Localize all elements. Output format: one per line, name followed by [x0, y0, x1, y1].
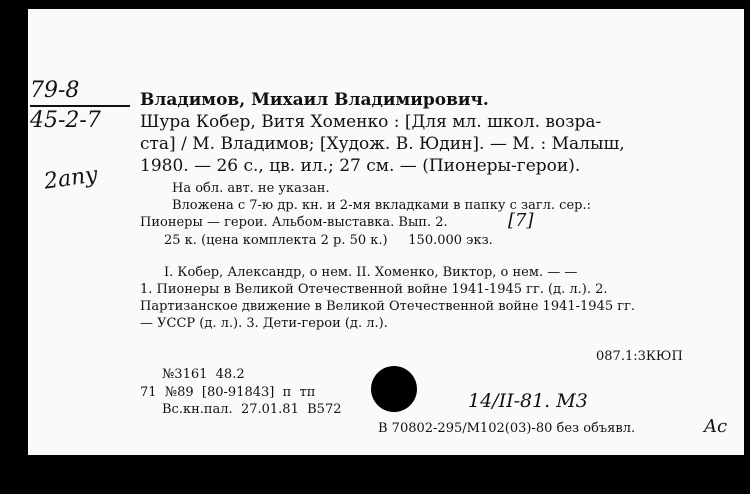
handwritten-shelf-bottom: 45-2-7: [30, 108, 101, 133]
author-heading: Владимов, Михаил Владимирович.: [140, 90, 489, 110]
subjects-line-1: I. Кобер, Александр, о нем. II. Хоменко, Виктор, о нем. — —: [164, 265, 578, 280]
footer-line-1: №3161 48.2: [162, 367, 245, 382]
classification-code: 087.1:3КЮП: [596, 349, 683, 364]
handwritten-shelf-top: 79-8: [30, 78, 80, 103]
footer-line-2: 71 №89 [80-91843] п тп: [140, 385, 316, 400]
note-enclosure-line-2: Пионеры — герои. Альбом-выставка. Вып. 2.: [140, 215, 448, 230]
title-line-1: Шура Кобер, Витя Хоменко : [Для мл. школ. возра-: [140, 112, 602, 132]
subjects-line-4: — УССР (д. л.). 3. Дети-герои (д. л.).: [140, 316, 388, 331]
subjects-line-3: Партизанское движение в Великой Отечественной войне 1941-1945 гг.: [140, 299, 636, 314]
note-author: На обл. авт. не указан.: [172, 181, 330, 196]
punch-hole: [371, 366, 417, 412]
note-enclosure-line-1: Вложена с 7-ю др. кн. и 2-мя вкладками в папку с загл. сер.:: [172, 198, 591, 213]
handwritten-corner-mark: Ac: [704, 416, 728, 437]
title-line-2: ста] / М. Владимов; [Худож. В. Юдин]. — М. : Малыш,: [140, 134, 625, 154]
subjects-line-2: 1. Пионеры в Великой Отечественной войне 1941-1945 гг. (д. л.). 2.: [140, 282, 608, 297]
handwritten-date-mark: 14/II-81. M3: [468, 390, 588, 412]
handwritten-divider: [30, 105, 130, 107]
price-line: 25 к. (цена комплекта 2 р. 50 к.) 150.000 экз.: [164, 233, 493, 248]
title-line-3: 1980. — 26 с., цв. ил.; 27 см. — (Пионеры-герои).: [140, 156, 581, 176]
handwritten-note-left: 2any: [42, 162, 100, 195]
handwritten-bracket-mark: [7]: [508, 210, 534, 231]
footer-line-3: Вс.кн.пал. 27.01.81 В572: [162, 402, 342, 417]
footer-bottom-line: В 70802-295/М102(03)-80 без объявл.: [378, 421, 636, 436]
